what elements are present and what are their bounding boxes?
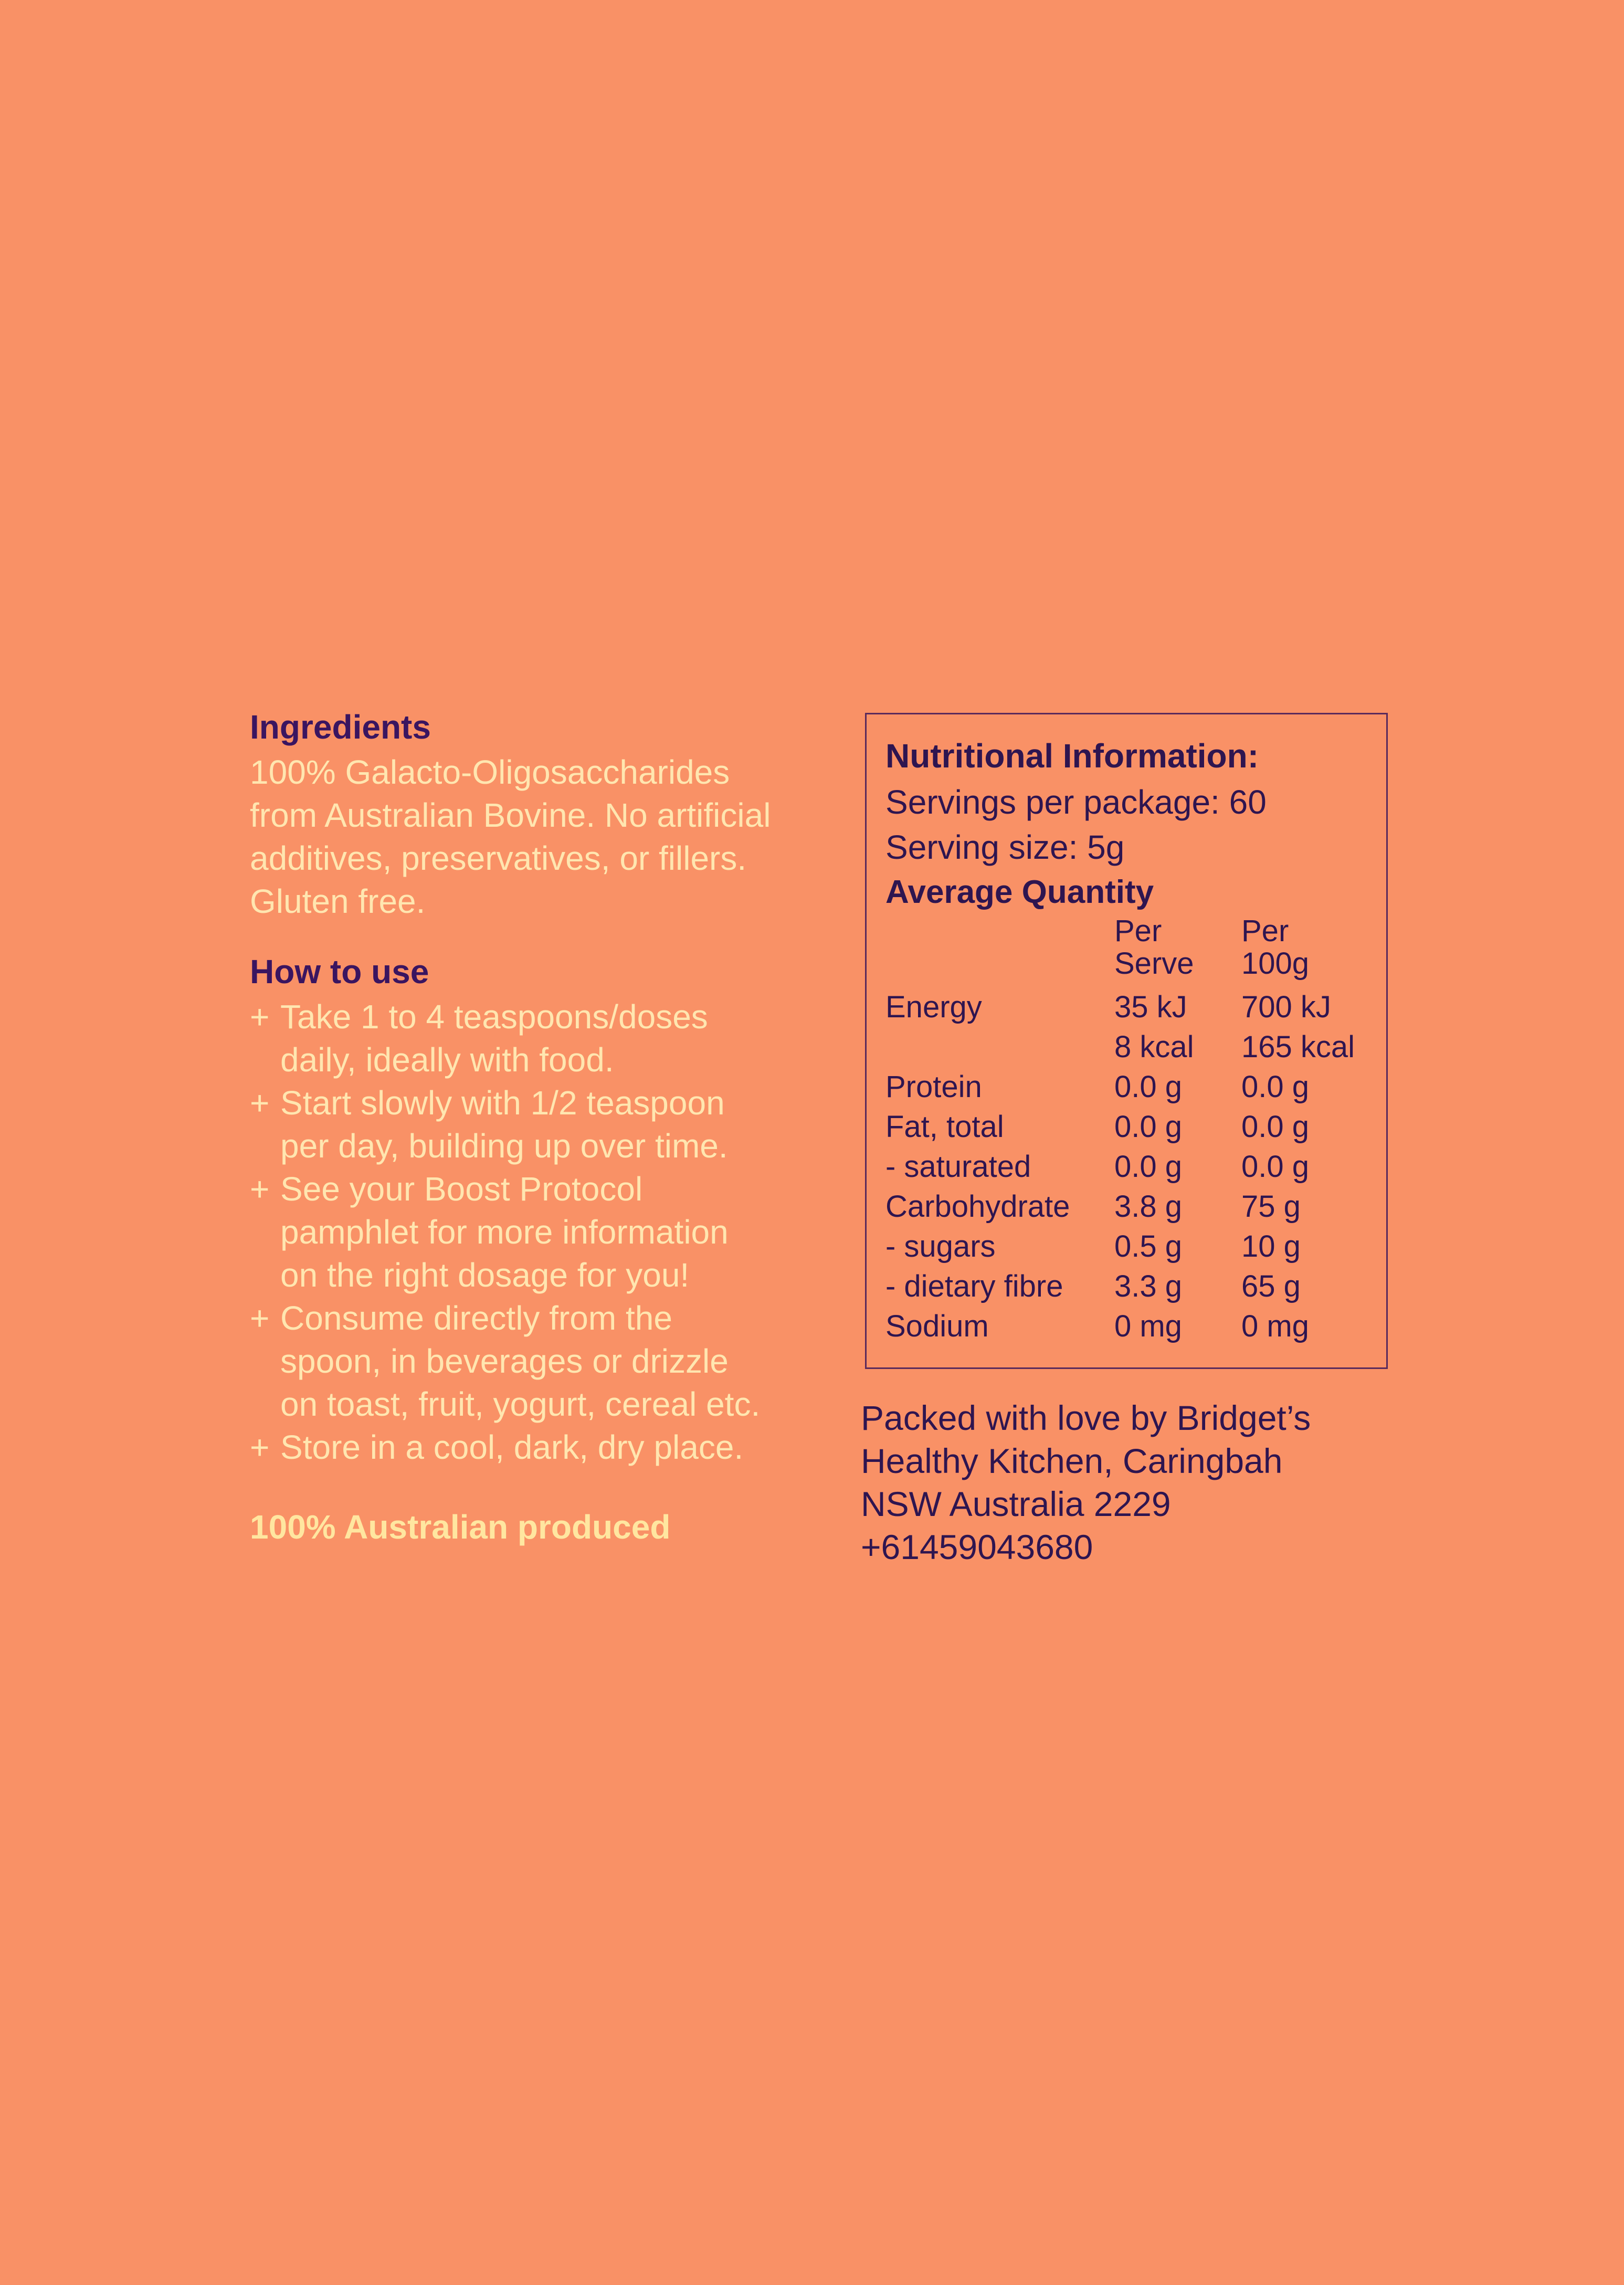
table-row — [885, 1267, 1367, 1307]
average-quantity-heading: Average Quantity — [885, 874, 1154, 910]
nutrient-name: Sodium — [885, 1309, 989, 1343]
list-item-line: per day, building up over time. — [280, 1127, 728, 1165]
ingredients-line: 100% Galacto-Oligosaccharides — [250, 753, 730, 791]
per-serve-value: 0.0 g — [1114, 1070, 1182, 1104]
nutrient-name: Fat, total — [885, 1110, 1004, 1144]
per-100g-value: 0.0 g — [1241, 1110, 1309, 1144]
per-serve-value: 3.8 g — [1114, 1189, 1182, 1224]
nutrient-name — [885, 1027, 1114, 1067]
list-item-line: spoon, in beverages or drizzle — [280, 1342, 729, 1380]
plus-icon: + — [250, 998, 270, 1036]
per-100g-value: 700 kJ — [1241, 990, 1331, 1024]
per-100g-header-line: 100g — [1241, 946, 1310, 981]
list-item-line: daily, ideally with food. — [280, 1041, 614, 1079]
packer-line: Healthy Kitchen, Caringbah — [861, 1441, 1283, 1480]
per-serve-value: 8 kcal — [1114, 1030, 1194, 1064]
per-serve-value: 0 mg — [1114, 1309, 1182, 1343]
nutrition-table — [885, 987, 1367, 1346]
list-item — [250, 1167, 838, 1297]
plus-icon: + — [250, 1084, 270, 1122]
per-serve-value: 0.0 g — [1114, 1150, 1182, 1184]
left-column — [250, 703, 838, 1549]
per-100g-header-line: Per — [1241, 914, 1289, 948]
nutrient-name: Energy — [885, 990, 982, 1024]
table-row — [885, 1227, 1367, 1267]
list-item-line: on toast, fruit, yogurt, cereal etc. — [280, 1385, 761, 1423]
table-row — [885, 1307, 1367, 1346]
list-item — [250, 995, 838, 1081]
table-row — [885, 1147, 1367, 1187]
per-100g-value: 0 mg — [1241, 1309, 1309, 1343]
per-100g-value: 165 kcal — [1241, 1030, 1355, 1064]
list-item-line: pamphlet for more information — [280, 1213, 729, 1251]
per-serve-header — [1114, 915, 1241, 980]
per-serve-value: 0.0 g — [1114, 1110, 1182, 1144]
list-item-line: Take 1 to 4 teaspoons/doses — [280, 998, 708, 1036]
list-item — [250, 1426, 838, 1469]
nutrient-name: - sugars — [885, 1229, 996, 1263]
plus-icon: + — [250, 1170, 270, 1208]
list-item-line: on the right dosage for you! — [280, 1256, 690, 1294]
per-serve-header-line: Per — [1114, 914, 1162, 948]
packer-phone: +61459043680 — [861, 1528, 1093, 1566]
nutrient-name: Protein — [885, 1070, 982, 1104]
table-row — [885, 1187, 1367, 1227]
column-headers — [885, 915, 1367, 980]
per-serve-value: 0.5 g — [1114, 1229, 1182, 1263]
ingredients-heading: Ingredients — [250, 708, 431, 746]
list-item-line: Store in a cool, dark, dry place. — [280, 1428, 744, 1466]
origin-statement: 100% Australian produced — [250, 1508, 671, 1546]
per-100g-value: 0.0 g — [1241, 1070, 1309, 1104]
servings-per-package: Servings per package: 60 — [885, 783, 1267, 821]
nutrition-title: Nutritional Information: — [885, 737, 1259, 775]
serving-size: Serving size: 5g — [885, 828, 1125, 866]
ingredients-text — [250, 751, 838, 923]
nutrition-panel — [865, 713, 1388, 1369]
list-item-line: See your Boost Protocol — [280, 1170, 643, 1208]
packer-address: NSW Australia 2229 — [861, 1484, 1171, 1523]
list-item — [250, 1081, 838, 1167]
nutrient-name: - dietary fibre — [885, 1269, 1063, 1303]
list-item — [250, 1297, 838, 1426]
per-serve-value: 35 kJ — [1114, 990, 1187, 1024]
table-row — [885, 987, 1367, 1027]
per-100g-value: 10 g — [1241, 1229, 1301, 1263]
nutrient-name: - saturated — [885, 1150, 1031, 1184]
table-row — [885, 1067, 1367, 1107]
per-100g-value: 65 g — [1241, 1269, 1301, 1303]
list-item-line: Start slowly with 1/2 teaspoon — [280, 1084, 725, 1122]
per-serve-header-line: Serve — [1114, 946, 1194, 981]
plus-icon: + — [250, 1299, 270, 1337]
table-row — [885, 1027, 1367, 1067]
packer-line: Packed with love by Bridget’s — [861, 1398, 1311, 1437]
per-100g-value: 75 g — [1241, 1189, 1301, 1224]
table-row — [885, 1107, 1367, 1147]
how-to-use-list — [250, 995, 838, 1469]
ingredients-line: Gluten free. — [250, 882, 426, 920]
per-serve-value: 3.3 g — [1114, 1269, 1182, 1303]
ingredients-line: from Australian Bovine. No artificial — [250, 796, 771, 834]
list-item-line: Consume directly from the — [280, 1299, 672, 1337]
plus-icon: + — [250, 1428, 270, 1466]
per-100g-value: 0.0 g — [1241, 1150, 1309, 1184]
per-100g-header — [1241, 915, 1309, 980]
how-to-use-heading: How to use — [250, 953, 429, 991]
packer-info — [861, 1396, 1438, 1568]
nutrient-name: Carbohydrate — [885, 1189, 1070, 1224]
ingredients-line: additives, preservatives, or fillers. — [250, 839, 747, 877]
